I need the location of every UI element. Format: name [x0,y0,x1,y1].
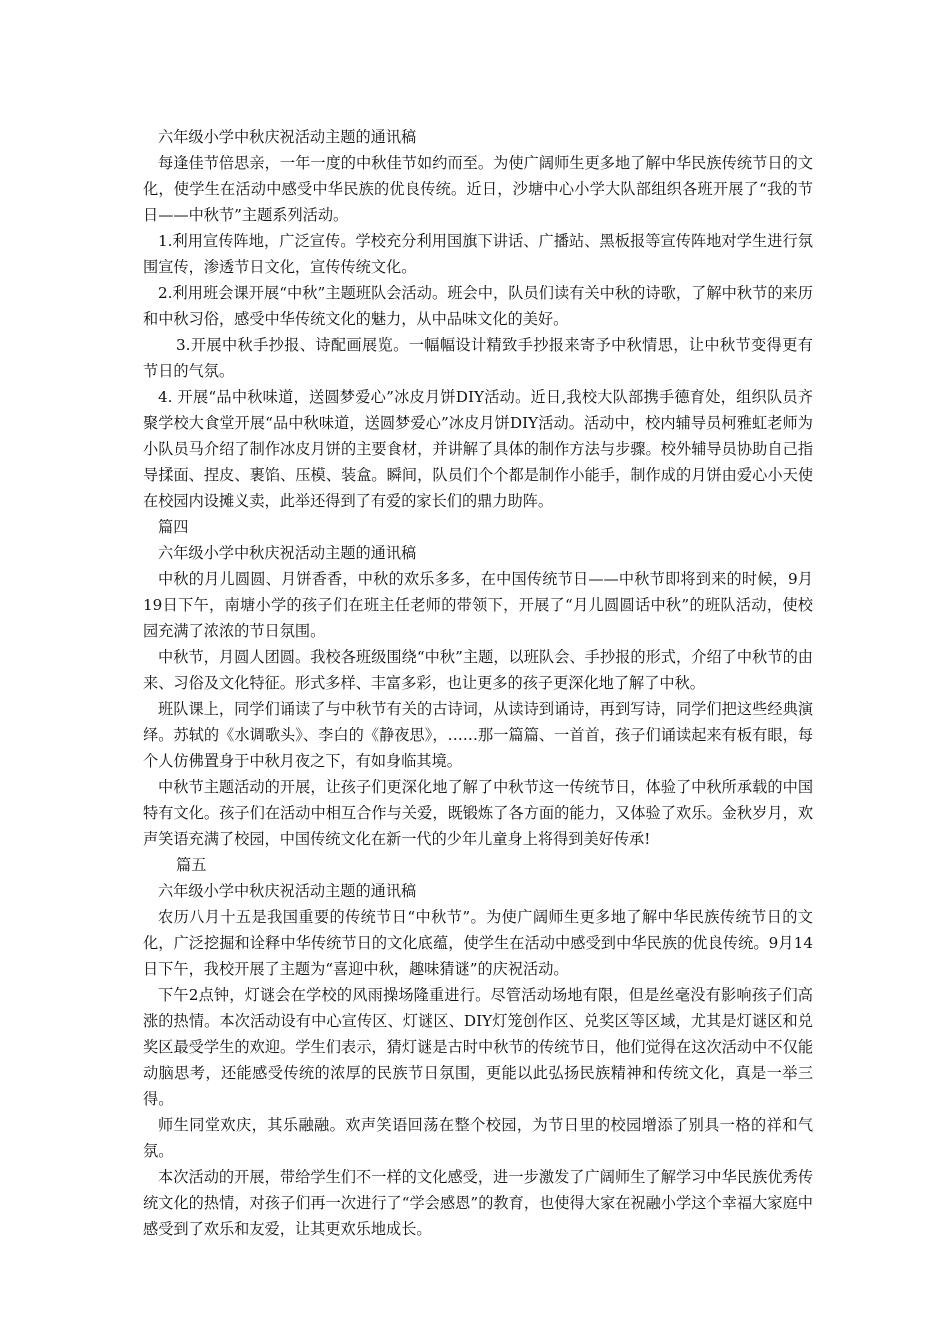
paragraph: 中秋节，月圆人团圆。我校各班级围绕“中秋”主题，以班队会、手抄报的形式，介绍了中秋节的由来、习俗及文化特征。形式多样、丰富多彩，也让更多的孩子更深化地了解了中秋。 [143,648,813,692]
paragraph: 4. 开展“品中秋味道，送圆梦爱心”冰皮月饼DIY活动。近日,我校大队部携手德育处，组织队员齐聚学校大食堂开展“品中秋味道，送圆梦爱心”冰皮月饼DIY活动。活动中，校内辅导员柯雅虹老师为小队员马介绍了制作冰皮月饼的主要食材，并讲解了具体的制作方法与步骤。校外辅导员协助自己指导揉面、捏皮、裹馅、压模、装盒。瞬间，队员们个个都是制作小能手，制作成的月饼由爱心小天使在校园内设摊义卖，此举还得到了有爱的家长们的鼎力助阵。 [143,388,813,510]
paragraph: 2.利用班会课开展“中秋”主题班队会活动。班会中，队员们读有关中秋的诗歌，了解中秋节的来历和中秋习俗，感受中华传统文化的魅力，从中品味文化的美好。 [143,284,813,328]
section-heading: 篇五 [176,856,207,874]
paragraph: 本次活动的开展，带给学生们不一样的文化感受，进一步激发了广阔师生了解学习中华民族优秀传统文化的热情，对孩子们再一次进行了“学会感恩”的教育，也使得大家在祝融小学这个幸福大家庭中感受到了欢乐和友爱，让其更欢乐地成长。 [143,1168,813,1238]
paragraph: 班队课上，同学们诵读了与中秋节有关的古诗词，从读诗到诵诗，再到写诗，同学们把这些经典演绎。苏轼的《水调歌头》、李白的《静夜思》，……那一篇篇、一首首，孩子们诵读起来有板有眼，每个人仿佛置身于中秋月夜之下，有如身临其境。 [143,700,813,770]
paragraph: 农历八月十五是我国重要的传统节日“中秋节”。为使广阔师生更多地了解中华民族传统节日的文化，广泛挖掘和诠释中华传统节日的文化底蕴，使学生在活动中感受到中华民族的优良传统。9月14日下午，我校开展了主题为“喜迎中秋，趣味猜谜”的庆祝活动。 [143,908,813,978]
document-page [143,124,813,1242]
paragraph: 3.开展中秋手抄报、诗配画展览。一幅幅设计精致手抄报来寄予中秋情思，让中秋节变得更有节日的气氛。 [143,336,813,380]
article-title: 六年级小学中秋庆祝活动主题的通讯稿 [158,544,417,562]
section-heading: 篇四 [158,518,189,536]
paragraph: 每逢佳节倍思亲，一年一度的中秋佳节如约而至。为使广阔师生更多地了解中华民族传统节日的文化，使学生在活动中感受中华民族的优良传统。近日，沙塘中心小学大队部组织各班开展了“我的节日——中秋节”主题系列活动。 [143,154,813,224]
paragraph: 下午2点钟，灯谜会在学校的风雨操场隆重进行。尽管活动场地有限，但是丝毫没有影响孩子们高涨的热情。本次活动设有中心宣传区、灯谜区、DIY灯笼创作区、兑奖区等区域，尤其是灯谜区和兑奖区最受学生的欢迎。学生们表示，猜灯谜是古时中秋节的传统节日，他们觉得在这次活动中不仅能动脑思考，还能感受传统的浓厚的民族节日氛围，更能以此弘扬民族精神和传统文化，真是一举三得。 [143,986,813,1108]
paragraph: 中秋节主题活动的开展，让孩子们更深化地了解了中秋节这一传统节日，体验了中秋所承载的中国特有文化。孩子们在活动中相互合作与关爱，既锻炼了各方面的能力，又体验了欢乐。金秋岁月，欢声笑语充满了校园，中国传统文化在新一代的少年儿童身上将得到美好传承! [143,778,813,848]
article-title: 六年级小学中秋庆祝活动主题的通讯稿 [158,882,417,900]
paragraph: 师生同堂欢庆，其乐融融。欢声笑语回荡在整个校园，为节日里的校园增添了别具一格的祥和气氛。 [143,1116,813,1160]
article-title: 六年级小学中秋庆祝活动主题的通讯稿 [158,128,417,146]
paragraph: 中秋的月儿圆圆、月饼香香，中秋的欢乐多多，在中国传统节日——中秋节即将到来的时候，9月19日下午，南塘小学的孩子们在班主任老师的带领下，开展了“月儿圆圆话中秋”的班队活动，使校园充满了浓浓的节日氛围。 [143,570,813,640]
paragraph: 1.利用宣传阵地，广泛宣传。学校充分利用国旗下讲话、广播站、黑板报等宣传阵地对学生进行氛围宣传，渗透节日文化，宣传传统文化。 [143,232,813,276]
